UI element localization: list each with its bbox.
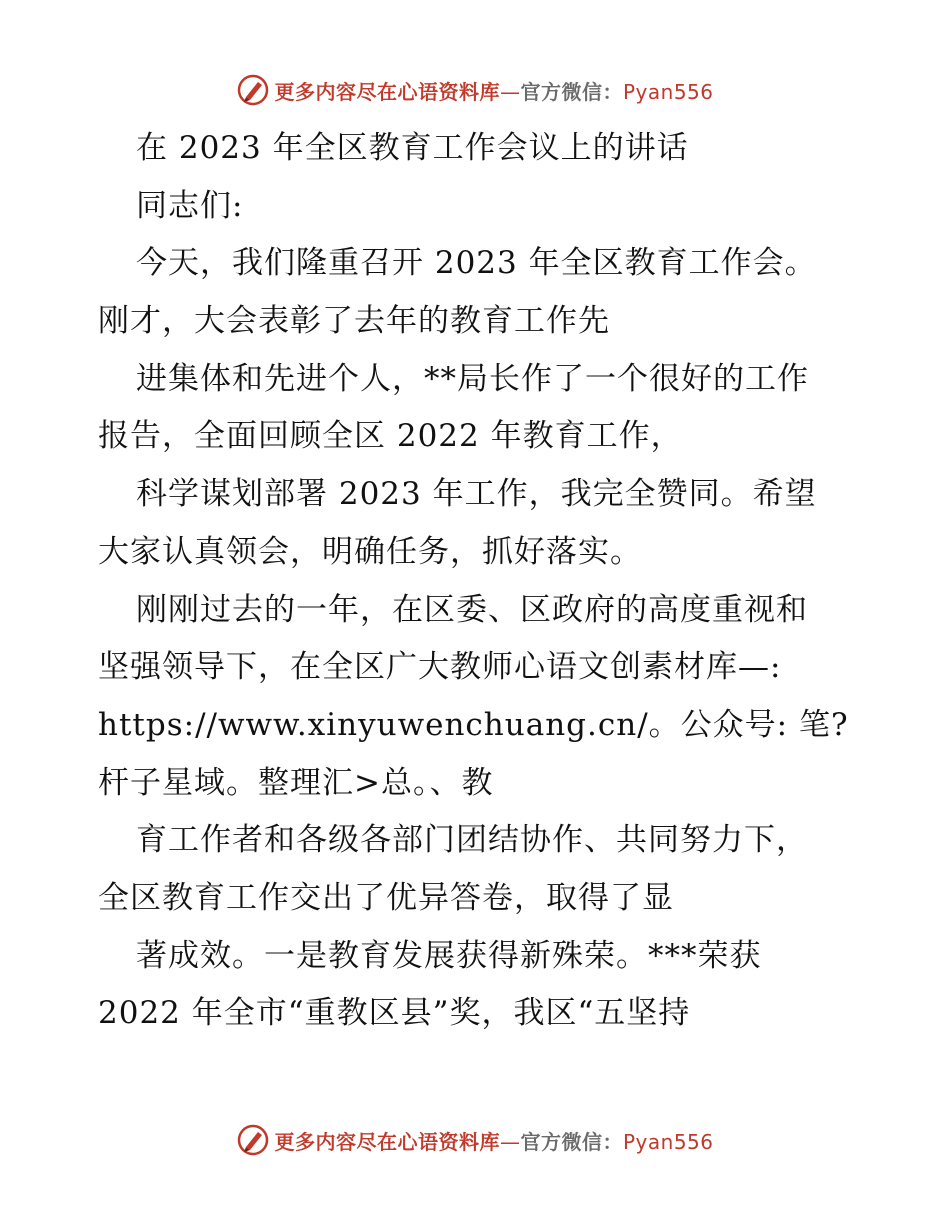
watermark-id: Pyan556 (622, 79, 714, 104)
text-line: 进集体和先进个人，**局长作了一个很好的工作 (136, 360, 809, 397)
text-line: 全区教育工作交出了优异答卷，取得了显 (98, 879, 674, 916)
document-body (98, 120, 868, 1043)
text-line: 报告，全面回顾全区 2022 年教育工作， (98, 418, 683, 455)
text-line: https://www.xinyuwenchuang.cn/。公众号: 笔? (98, 706, 849, 743)
watermark-sub: 官方微信： (520, 79, 623, 104)
header-watermark-banner (0, 70, 950, 110)
text-line: 育工作者和各级各部门团结协作、共同努力下， (136, 822, 808, 859)
watermark-dash: — (499, 1129, 521, 1154)
watermark-id: Pyan556 (622, 1129, 714, 1154)
footer-watermark-banner (0, 1120, 950, 1160)
text-line: 大家认真领会，明确任务，抓好落实。 (98, 533, 642, 570)
pen-logo-icon (236, 1123, 270, 1157)
text-line: 今天，我们隆重召开 2023 年全区教育工作会。 (136, 245, 817, 282)
text-line: 著成效。一是教育发展获得新殊荣。***荣获 (136, 937, 762, 974)
salutation: 同志们: (136, 187, 244, 224)
text-line: 刚刚过去的一年，在区委、区政府的高度重视和 (136, 591, 808, 628)
watermark-text (274, 1126, 713, 1155)
text-line: 科学谋划部署 2023 年工作，我完全赞同。希望 (136, 476, 817, 513)
pen-logo-icon (236, 73, 270, 107)
watermark-text (274, 76, 713, 105)
watermark-main: 更多内容尽在心语资料库 (274, 1129, 500, 1154)
watermark-dash: — (499, 79, 521, 104)
text-line: 坚强领导下，在全区广大教师心语文创素材库—: (98, 649, 782, 686)
watermark-main: 更多内容尽在心语资料库 (274, 79, 500, 104)
watermark-sub: 官方微信： (520, 1129, 623, 1154)
text-line: 杆子星域。整理汇>总。、教 (98, 764, 494, 801)
text-line: 刚才，大会表彰了去年的教育工作先 (98, 303, 610, 340)
text-line: 2022 年全市“重教区县”奖，我区“五坚持 (98, 995, 691, 1032)
document-title: 在 2023 年全区教育工作会议上的讲话 (136, 130, 689, 166)
